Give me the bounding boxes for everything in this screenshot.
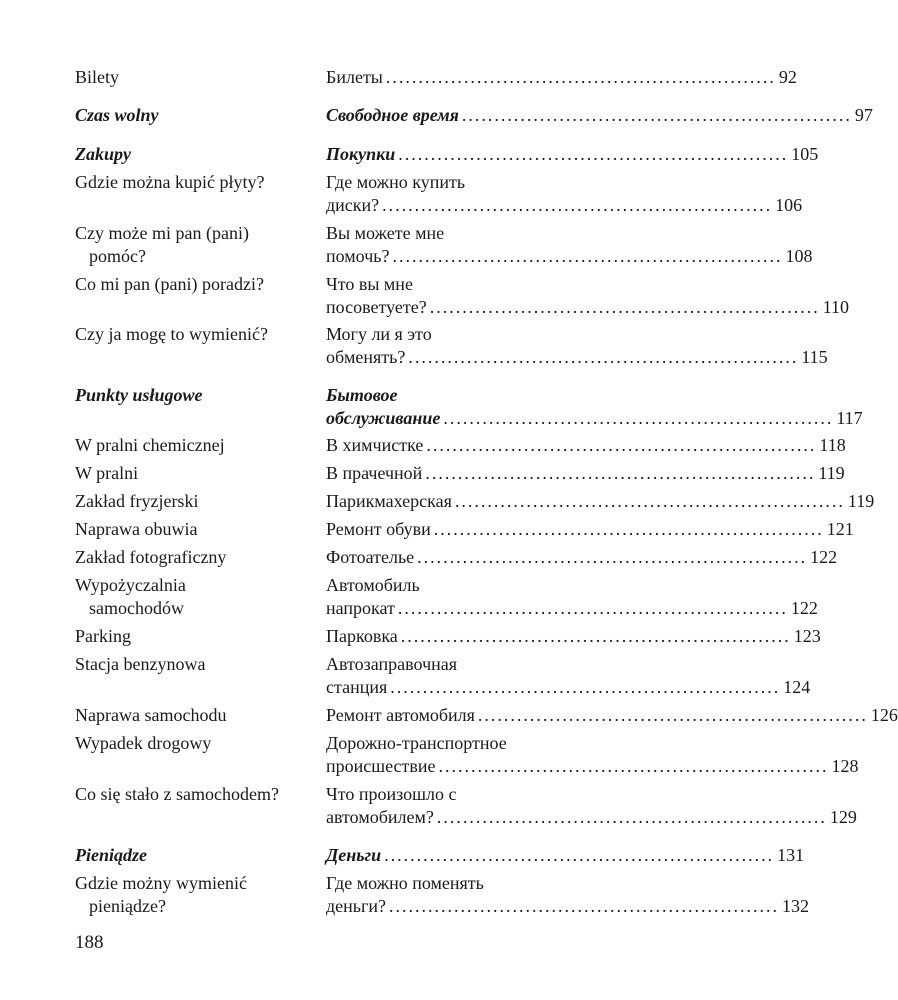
russian-title-line: автомобилем? <box>326 807 434 827</box>
page-reference: 115 <box>801 347 828 367</box>
russian-title <box>326 273 850 319</box>
dot-leader: ............................................................ <box>398 144 789 164</box>
polish-title-line: Czy ja mogę to wymienić? <box>75 324 268 344</box>
russian-title <box>326 653 811 699</box>
russian-title <box>326 462 845 485</box>
russian-title-line: диски? <box>326 195 380 215</box>
dot-leader: ............................................................ <box>454 491 845 511</box>
polish-title <box>75 384 305 407</box>
page-reference: 123 <box>793 626 821 646</box>
polish-title-line: Zakupy <box>75 144 131 164</box>
russian-title-line: Фотоателье <box>326 547 415 567</box>
polish-title-line: Stacja benzynowa <box>75 654 206 674</box>
russian-title <box>326 732 859 778</box>
polish-title <box>75 574 305 620</box>
dot-leader: ............................................................ <box>385 67 776 87</box>
russian-title-line: Ремонт обуви <box>326 519 431 539</box>
russian-title-line: помочь? <box>326 246 390 266</box>
russian-title-line: Вы можете мне <box>326 223 445 243</box>
russian-title-line: Парикмахерская <box>326 491 452 511</box>
polish-title-line: Punkty usługowe <box>75 385 203 405</box>
page-reference: 129 <box>829 807 857 827</box>
page-reference: 105 <box>791 144 819 164</box>
russian-title-line: Где можно купить <box>326 172 466 192</box>
dot-leader: ............................................................ <box>436 807 827 827</box>
russian-title <box>326 704 898 727</box>
dot-leader: ............................................................ <box>477 705 868 725</box>
russian-title <box>326 546 838 569</box>
polish-title-line: pomóc? <box>89 246 146 266</box>
dot-leader: ............................................................ <box>382 195 773 215</box>
polish-title-line: pieniądze? <box>89 896 166 916</box>
russian-title <box>326 171 803 217</box>
russian-title-line: Дорожно-транспортное <box>326 733 507 753</box>
polish-title <box>75 872 305 918</box>
page-reference: 119 <box>818 463 845 483</box>
dot-leader: ............................................................ <box>433 519 824 539</box>
polish-title <box>75 844 305 867</box>
dot-leader: ............................................................ <box>417 547 808 567</box>
polish-title-line: Parking <box>75 626 131 646</box>
russian-title <box>326 384 863 430</box>
dot-leader: ............................................................ <box>384 845 775 865</box>
page-reference: 124 <box>783 677 811 697</box>
polish-title-line: Zakład fryzjerski <box>75 491 199 511</box>
russian-title-line: происшествие <box>326 756 436 776</box>
page-reference: 131 <box>777 845 805 865</box>
polish-title-line: Naprawa samochodu <box>75 705 227 725</box>
russian-title-line: Покупки <box>326 144 396 164</box>
polish-title <box>75 222 305 268</box>
page-reference: 122 <box>810 547 838 567</box>
russian-title <box>326 434 846 457</box>
polish-title <box>75 104 305 127</box>
russian-title <box>326 574 818 620</box>
russian-title-line: Что произошло с <box>326 784 457 804</box>
russian-title-line: Деньги <box>326 845 382 865</box>
dot-leader: ............................................................ <box>397 598 788 618</box>
polish-title <box>75 323 305 346</box>
page-reference: 122 <box>790 598 818 618</box>
russian-title-line: напрокат <box>326 598 395 618</box>
page-reference: 108 <box>785 246 813 266</box>
russian-title <box>326 490 875 513</box>
page-number: 188 <box>75 932 104 953</box>
russian-title <box>326 872 809 918</box>
russian-title-line: обслуживание <box>326 408 441 428</box>
page-reference: 132 <box>782 896 809 916</box>
russian-title-line: Где можно поменять <box>326 873 484 893</box>
russian-title-line: Бытовое <box>326 385 398 405</box>
russian-title <box>326 66 797 89</box>
russian-title-line: Парковка <box>326 626 398 646</box>
dot-leader: ............................................................ <box>429 297 820 317</box>
polish-title-line: W pralni chemicznej <box>75 435 225 455</box>
polish-title-line: Bilety <box>75 67 119 87</box>
polish-title <box>75 462 305 485</box>
dot-leader: ............................................................ <box>425 463 816 483</box>
russian-title-line: обменять? <box>326 347 406 367</box>
polish-title-line: samochodów <box>89 598 184 618</box>
russian-title <box>326 323 828 369</box>
page-reference: 121 <box>826 519 854 539</box>
russian-title <box>326 625 821 648</box>
polish-title-line: Co mi pan (pani) poradzi? <box>75 274 264 294</box>
russian-title <box>326 143 819 166</box>
polish-title-line: Gdzie możny wymienić <box>75 873 247 893</box>
dot-leader: ............................................................ <box>461 105 852 125</box>
russian-title <box>326 844 805 867</box>
polish-title-line: W pralni <box>75 463 139 483</box>
page-reference: 128 <box>831 756 859 776</box>
polish-title <box>75 273 305 296</box>
russian-title-line: станция <box>326 677 388 697</box>
russian-title <box>326 104 873 127</box>
page-reference: 106 <box>775 195 803 215</box>
russian-title <box>326 222 813 268</box>
dot-leader: ............................................................ <box>389 896 779 916</box>
polish-title-line: Czas wolny <box>75 105 159 125</box>
dot-leader: ............................................................ <box>392 246 783 266</box>
polish-title <box>75 732 305 755</box>
russian-title-line: Могу ли я это <box>326 324 432 344</box>
page-reference: 97 <box>854 105 873 125</box>
russian-title <box>326 783 857 829</box>
polish-title-line: Czy może mi pan (pani) <box>75 223 249 243</box>
polish-title <box>75 783 305 806</box>
dot-leader: ............................................................ <box>390 677 781 697</box>
russian-title-line: Автомобиль <box>326 575 420 595</box>
polish-title <box>75 518 305 541</box>
polish-title <box>75 653 305 676</box>
russian-title-line: Билеты <box>326 67 383 87</box>
dot-leader: ............................................................ <box>438 756 829 776</box>
russian-title-line: Что вы мне <box>326 274 413 294</box>
polish-title <box>75 434 305 457</box>
page-reference: 126 <box>870 705 898 725</box>
polish-title <box>75 66 305 89</box>
dot-leader: ............................................................ <box>408 347 799 367</box>
page-reference: 117 <box>836 408 863 428</box>
russian-title-line: В химчистке <box>326 435 424 455</box>
polish-title-line: Gdzie można kupić płyty? <box>75 172 265 192</box>
russian-title-line: Ремонт автомобиля <box>326 705 475 725</box>
polish-title <box>75 704 305 727</box>
russian-title-line: посоветуете? <box>326 297 427 317</box>
russian-title <box>326 518 854 541</box>
page-reference: 110 <box>822 297 850 317</box>
dot-leader: ............................................................ <box>443 408 834 428</box>
dot-leader: ............................................................ <box>400 626 791 646</box>
polish-title <box>75 490 305 513</box>
polish-title <box>75 546 305 569</box>
polish-title <box>75 625 305 648</box>
polish-title-line: Zakład fotograficzny <box>75 547 227 567</box>
polish-title-line: Wypożyczalnia <box>75 575 186 595</box>
polish-title-line: Wypadek drogowy <box>75 733 212 753</box>
polish-title-line: Co się stało z samochodem? <box>75 784 279 804</box>
polish-title-line: Pieniądze <box>75 845 147 865</box>
russian-title-line: деньги? <box>326 896 386 916</box>
page-reference: 118 <box>819 435 846 455</box>
dot-leader: ............................................................ <box>426 435 817 455</box>
polish-title <box>75 143 305 166</box>
page-reference: 92 <box>778 67 797 87</box>
page-reference: 119 <box>847 491 875 511</box>
russian-title-line: Автозаправочная <box>326 654 458 674</box>
polish-title-line: Naprawa obuwia <box>75 519 198 539</box>
russian-title-line: В прачечной <box>326 463 423 483</box>
polish-title <box>75 171 305 194</box>
russian-title-line: Свободное время <box>326 105 459 125</box>
